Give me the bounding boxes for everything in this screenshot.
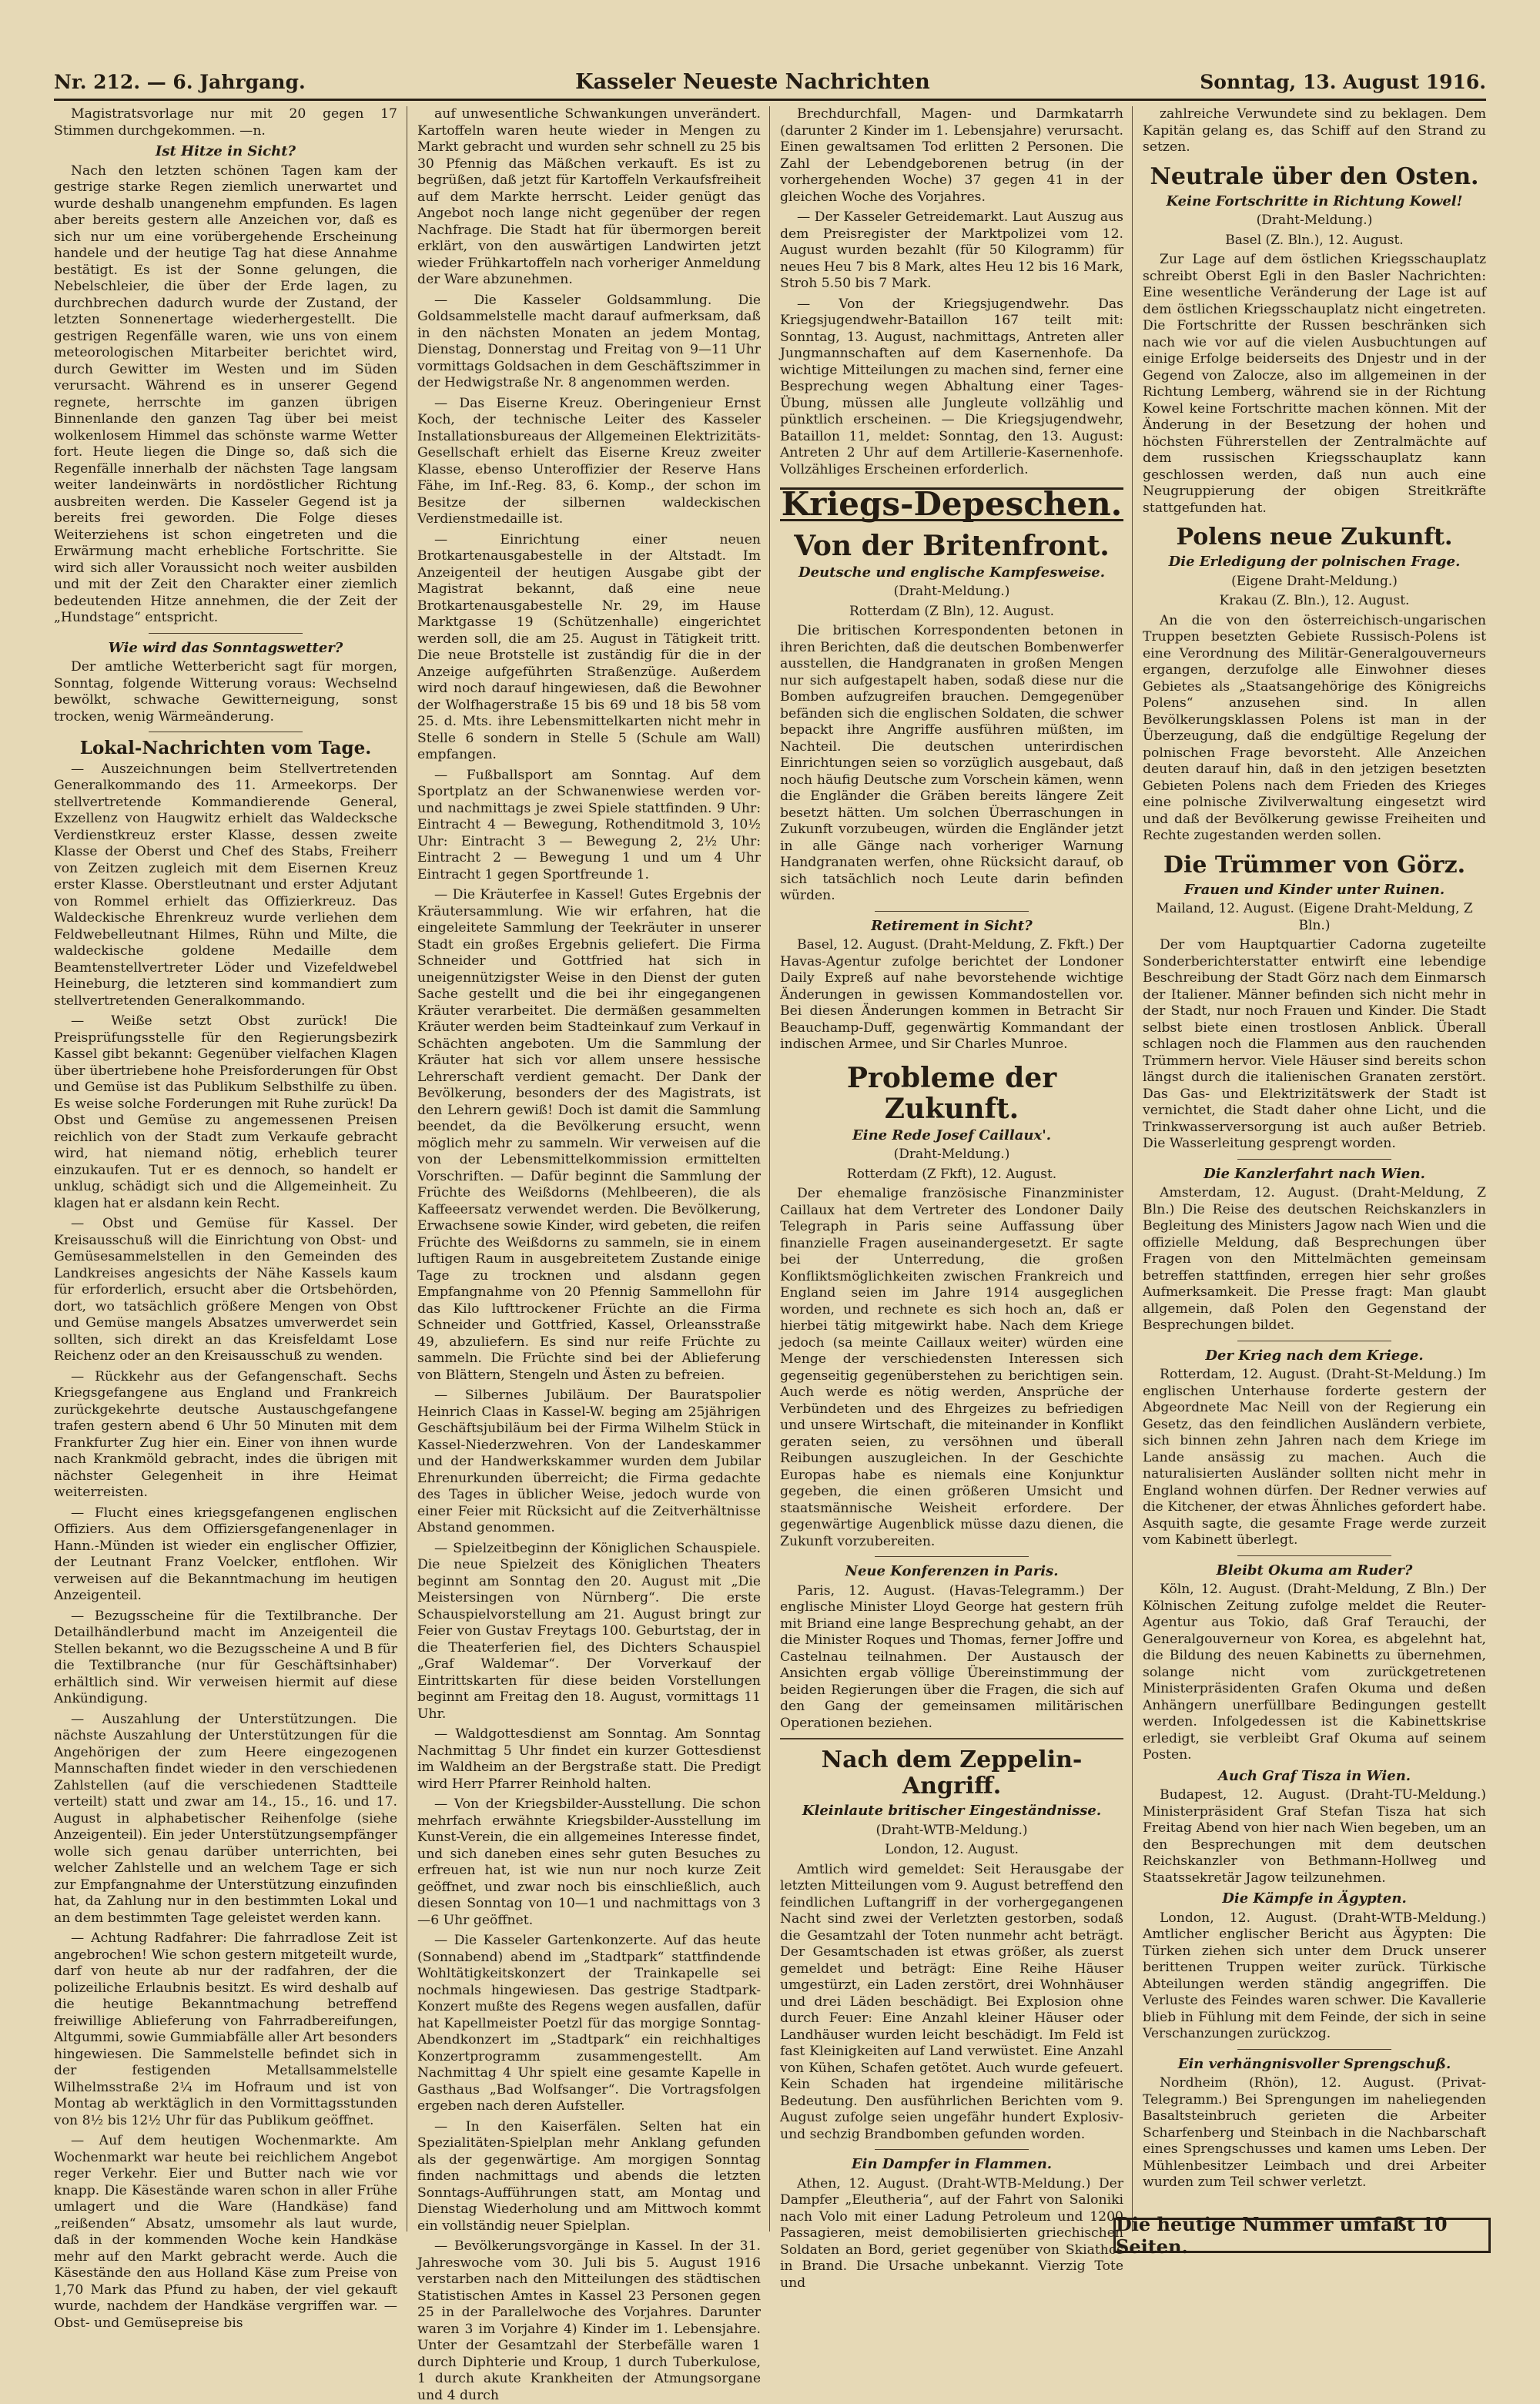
article-headline: Neutrale über den Osten.: [1150, 162, 1479, 190]
article-paragraph: Der ehemalige französische Finanzminister Caillaux hat dem Vertreter des Londoner Daily Telegraph in Paris seine Auffassung über finanzielle Fragen auseinandergesetzt. Er sagte bei der Unterredung, die großen Konfliktsmöglichkeiten zwischen Frankreich und England seien im Jahre 1914 ausgeglichen worden, und rechnete es sich hoch an, daß er hierbei tätig mitgewirkt habe. Nach dem Kriege jedoch (sa meinte Caillaux weiter) würden eine Menge der verschiedensten Interessen sich gegenseitig gegenüberstehen zu berichtigen sein. Auch werde es nötig werden, Ansprüche der Verbündeten und des Ehrgeizes zu befriedigen und unsere Wirtschaft, die miteinander in Konflikt geraten seien, zu versöhnen und überall Reibungen auszugleichen. In der Geschichte Europas habe es niemals eine Konjunktur gegeben, die einen größeren Umsicht und staatsmännische Weisheit erfordere. Der gegenwärtige Augenblick müsse dazu dienen, die Zukunft vorzubereiten.: [780, 1186, 1123, 1549]
article-paragraph: — Das Eiserne Kreuz. Oberingenieur Ernst Koch, der technische Leiter des Kasseler Installationsbureaus der Allgemeinen Elektrizitäts-Gesellschaft erhielt das Eiserne Kreuz zweiter Klasse, ebenso Unteroffizier der Reserve Hans Fähe, im Inf.-Reg. 83, 6. Komp., der schon im Besitze der silbernen waldeckischen Verdienstmedaille ist.: [417, 395, 761, 527]
article-paragraph: — Die Kräuterfee in Kassel! Gutes Ergebnis der Kräutersammlung. Wie wir erfahren, hat die eingeleitete Sammlung der Teekräuter in unserer Stadt ein großes Ergebnis geliefert. Die Firma Schneider und Gottfried hat sich in uneigennützigster Weise in den Dienst der guten Sache gestellt und die bei ihr eingegangenen Kräuter verarbeitet. Die dermäßen gesammelten Kräuter werden beim Stadteinkauf zum Verkauf in Schächten angeboten. Um die Sammlung der Kräuter hat sich vor allem unsere hessische Lehrerschaft verdient gemacht. Der Dank der Bevölkerung, besonders der des Magistrats, ist den Lehrern gewiß! Doch ist damit die Sammlung beendet, da die Bevölkerung ersucht, wenn möglich mehr zu sammeln. Wir verweisen auf die von der Lebensmittelkommission ermittelten Vorschriften. — Dafür beginnt die Sammlung der Früchte des Weißdorns (Mehlbeeren), die als Kaffeeersatz verwendet werden. Die Bevölkerung, Erwachsene sowie Kinder, wird gebeten, die reifen Früchte des Weißdorns zu sammeln, sie in einem luftigen Raum in ausgebreitetem Zustande einige Tage zu trocknen und alsdann gegen Empfangnahme von 20 Pfennig Sammellohn für das Kilo lufttrockener Früchte an die Firma Schneider und Gottfried, Kassel, Orleansstraße 49, abzuliefern. Es sind nur reife Früchte zu sammeln. Die Früchte sind bei der Ablieferung von Blättern, Stengeln und Ästen zu befreien.: [417, 887, 761, 1383]
column-2: [417, 106, 761, 2403]
article-subheading: Eine Rede Josef Caillaux'.: [852, 1127, 1051, 1143]
article-paragraph: Amsterdam, 12. August. (Draht-Meldung, Z Bln.) Die Reise des deutschen Reichskanzlers in Begleitung des Ministers Jagow nach Wien und die offizielle Meldung, daß Besprechungen über Fragen von den Mittelmächten gemeinsam betreffen stattfinden, erregen hier sehr großes Aufmerksamkeit. Die Presse fragt: Man glaubt allgemein, daß Polen den Gegenstand der Besprechungen bildet.: [1143, 1185, 1486, 1333]
article-paragraph: Paris, 12. August. (Havas-Telegramm.) Der englische Minister Lloyd George hat gestern früh mit Briand eine lange Besprechung gehabt, an der die Minister Roques und Thomas, ferner Joffre und Castelnau teilnahmen. Der Austausch der Ansichten ergab völlige Übereinstimmung der beiden Regierungen über die Fragen, die sich auf den Gang der gemeinsamen militärischen Operationen beziehen.: [780, 1582, 1123, 1731]
byline: (Draht-Meldung.): [893, 584, 1010, 599]
article-paragraph: Köln, 12. August. (Draht-Meldung, Z Bln.) Der Kölnischen Zeitung zufolge meldet die Reuter-Agentur aus Tokio, daß Graf Terauchi, der Generalgouverneur von Korea, es abgelehnt hat, die Bildung des neuen Kabinetts zu übernehmen, solange nicht vom zurückgetretenen Ministerpräsidenten Grafen Okuma und deßen Anhängern unerfüllbare Bedingungen gestellt werden. Infolgedessen ist die Kabinettskrise erledigt, sie verbleibt Graf Okuma auf seinem Posten.: [1143, 1582, 1486, 1763]
article-headline: Die Trümmer von Görz.: [1163, 851, 1466, 879]
byline: (Draht-WTB-Meldung.): [875, 1822, 1028, 1838]
article-paragraph: — Obst und Gemüse für Kassel. Der Kreisausschuß will die Einrichtung von Obst- und Gemüsesammelstellen in den Gemeinden des Landkreises angesichts der Nähe Kassels kaum für erforderlich, ersucht aber die Ortsbehörden, dort, wo tatsächlich größere Mengen von Obst und Gemüse mangels Absatzes umverwerdet sein sollten, sich direkt an das Kreisfeldamt Lose Reichenz oder an den Kreisausschuß zu wenden.: [54, 1216, 397, 1364]
divider: [1237, 2049, 1392, 2050]
article-headline: Nach dem Zeppelin-Angriff.: [821, 1746, 1083, 1800]
article-paragraph: — Bevölkerungsvorgänge in Kassel. In der 31. Jahreswoche vom 30. Juli bis 5. August 1916 verstarben nach den Mitteilungen des städtischen Statistischen Amtes in Kassel 23 Personen gegen 25 in der Parallelwoche des Vorjahres. Darunter waren 3 im Vorjahre 4) Kinder im 1. Lebensjahre. Unter der Gesamtzahl der Sterbefälle waren 1 durch Diphterie und Kroup, 1 durch Tuberkulose, 1 durch akute Krankheiten der Atmungsorgane und 4 durch: [417, 2238, 761, 2403]
article-subheading: Kleinlaute britischer Eingeständnisse.: [802, 1803, 1102, 1819]
article-heading: Ein Dampfer in Flammen.: [851, 2156, 1053, 2172]
byline: (Draht-Meldung.): [1256, 213, 1373, 228]
article-headline: Probleme der Zukunft.: [846, 1061, 1057, 1125]
article-paragraph: Nordheim (Rhön), 12. August. (Privat-Telegramm.) Bei Sprengungen im naheliegenden Basaltsteinbruch gerieten die Arbeiter Scharfenberg und Steinbach in die Nachbarschaft eines Sprengschusses und kamen ums Leben. Der Mühlenbesitzer Leimbach und drei Arbeiter wurden zum Teil schwer verletzt.: [1143, 2075, 1486, 2190]
article-paragraph: — Der Kasseler Getreidemarkt. Laut Auszug aus dem Preisregister der Marktpolizei vom 12. August wurden bezahlt (für 50 Kilogramm) für neues Heu 7 bis 8 Mark, altes Heu 12 bis 16 Mark, Stroh 5.50 bis 7 Mark.: [780, 209, 1123, 291]
dateline: London, 12. August.: [885, 1842, 1019, 1857]
dateline: Mailand, 12. August. (Eigene Draht-Meldung, Z Bln.): [1156, 901, 1473, 933]
divider: [875, 2149, 1029, 2150]
article-paragraph: — Auszeichnungen beim Stellvertretenden Generalkommando des 11. Armeekorps. Der stellvertretende Kommandierende General, Exzellenz von Haugwitz erhielt das Waldecksche Verdienstkreuz erster Klasse, dessen zweite Klasse der Oberst und Chef des Stabs, Freiherr von Zeitzen zugleich mit dem Eisernen Kreuz erster Klasse. Oberstleutnant und erster Adjutant von Rommel erhielt das Offizierkreuz. Das Waldeckische Ehrenkreuz wurde verliehen dem Feldwebelleutnant Hilmes, Rühn und Milte, die waldeckische goldene Medaille dem Beamtenstellvertreter Löder und Vizefeldwebel Heineburg, die letzteren sind kommandiert zum stellvertretenden Generalkommando.: [54, 761, 397, 1009]
issue-date: Sonntag, 13. August 1916.: [1200, 70, 1486, 93]
article-paragraph: Amtlich wird gemeldet: Seit Herausgabe der letzten Mitteilungen vom 9. August betreffend den feindlichen Luftangriff in der vorhergegangenen Nacht sind zwei der Verletzten gestorben, sodaß die Gesamtzahl der Toten nunmehr acht beträgt. Der Gesamtschaden ist etwas größer, als zuerst gemeldet und beträgt: Eine Reihe Häuser umgestürzt, ein Laden zerstört, drei Wohnhäuser und drei Läden beschädigt. Bei Explosion ohne durch Feuer: Eine Anzahl kleiner Häuser oder Landhäuser wurden leicht beschädigt. Im Feld ist fast Kleinigkeiten auf Land verwüstet. Eine Anzahl von Kühen, Schafen getötet. Auch wurde gefeuert. Kein Schaden hat irgendeine militärische Bedeutung. Den ausführlichen Berichten vom 9. August zufolge seien ungefähr hundert Explosiv- und sechzig Brandbomben gefunden worden.: [780, 1861, 1123, 2142]
column-1: [54, 106, 398, 2331]
article-headline: Von der Britenfront.: [794, 529, 1110, 562]
dateline: Krakau (Z. Bln.), 12. August.: [1219, 593, 1410, 608]
article-paragraph: Nach den letzten schönen Tagen kam der gestrige starke Regen ziemlich unerwartet und wurde deshalb unangenehm empfunden. Es lagen aber bereits gestern alle Anzeichen vor, daß es sich nur um eine vorübergehende Erscheinung handele und der heutige Tag hat diese Annahme bestätigt. Es ist der Sonne gelungen, die Nebelschleier, die über der Erde lagen, zu durchbrechen dadurch wurde der Zustand, der letzten Sonnenertage wiederhergestellt. Die gestrigen Regenfälle waren, wie uns von einem meteorologischen Mitarbeiter berichtet wird, durch Gewitter im Westen und im Süden verursacht. Während es in unserer Gegend regnete, herrschte im ganzen übrigen Binnenlande den ganzen Tag über bei meist wolkenlosem Himmel das schönste warme Wetter fort. Heute liegen die Dinge so, daß sich die Regenfälle innerhalb der nächsten Tage langsam weiter landeinwärts in nordöstlicher Richtung ausbreiten werden. Die Kasseler Gegend ist ja bereits frei geworden. Die Folge dieses Weiterziehens ist schon eingetreten und die Erwärmung macht erhebliche Fortschritte. Sie wird sich aller Voraussicht noch weiter ausbilden und mit der Zeit den Charakter einer ziemlich bedeutenden Hitze annehmen, die der Zeit der „Hundstage“ entspricht.: [54, 162, 397, 625]
article-heading: Neue Konferenzen in Paris.: [845, 1563, 1059, 1579]
article-paragraph: Athen, 12. August. (Draht-WTB-Meldung.) Der Dampfer „Eleutheria“, auf der Fahrt von Saloniki nach Volo mit einer Ladung Petroleum und 1200 Passagieren, meist demobilisierten griechischen Soldaten an Bord, geriet gegenüber von Skiathos in Brand. Die Ursache unbekannt. Vierzig Tote und: [780, 2175, 1123, 2291]
article-heading: Auch Graf Tisza in Wien.: [1217, 1767, 1411, 1784]
article-heading: Ist Hitze in Sicht?: [155, 143, 296, 159]
article-heading: Retirement in Sicht?: [871, 917, 1033, 934]
article-heading: Bleibt Okuma am Ruder?: [1216, 1562, 1413, 1579]
article-paragraph: — Auf dem heutigen Wochenmarkte. Am Wochenmarkt war heute bei reichlichem Angebot reger Verkehr. Eier und Butter nach wie vor knapp. Die Käsestände waren schon in aller Frühe umlagert und die Ware (Handkäse) fand „reißenden“ Absatz, umsomehr als laut wurde, daß in der kommenden Woche kein Handkäse mehr auf den Markt gebracht werde. Auch die Käsestände den aus Holland Käse zum Preise von 1,70 Mark das Pfund zu haben, der viel gekauft wurde, nachdem der Handkäse vergriffen war. — Obst- und Gemüsepreise bis: [54, 2133, 397, 2331]
article-paragraph: Zur Lage auf dem östlichen Kriegsschauplatz schreibt Oberst Egli in den Basler Nachrichten: Eine wesentliche Veränderung der Lage ist auf dem östlichen Kriegsschauplatz nicht eingetreten. Die Fortschritte der Russen beschränken sich nach wie vor auf die vielen Ausbuchtungen auf einige Erfolge beiderseits des Dnjestr und in der Gegend von Zalocze, also im allgemeinen in der Richtung Lemberg, während sie in der Richtung Kowel keine Fortschritte machen können. Mit der Änderung in der Besetzung der hohen und höchsten Führerstellen der Zentralmächte auf dem russischen Kriegsschauplatz kann geschlossen werden, daß nun auch eine Neugruppierung der obigen Streitkräfte stattgefunden hat.: [1143, 252, 1486, 516]
article-paragraph: — Fußballsport am Sonntag. Auf dem Sportplatz an der Schwanenwiese werden vor- und nachmittags je zwei Spiele stattfinden. 9 Uhr: Eintracht 4 — Bewegung, Rothenditmold 3, 10½ Uhr: Eintracht 3 — Bewegung 2, 2½ Uhr: Eintracht 2 — Bewegung 1 und um 4 Uhr Eintracht 1 gegen Sportfreunde 1.: [417, 767, 761, 882]
article-paragraph: — Bezugsscheine für die Textilbranche. Der Detailhändlerbund macht im Anzeigenteil die Stellen bekannt, wo die Bezugsscheine A und B für die Textilbranche (nur für Geschäftsinhaber) erhältlich sind. Wir verweisen hiermit auf diese Ankündigung.: [54, 1608, 397, 1706]
article-paragraph: — Spielzeitbeginn der Königlichen Schauspiele. Die neue Spielzeit des Königlichen Theaters beginnt am Sonntag den 20. August mit „Die Meistersingen von Nürnberg“. Die erste Schauspielvorstellung am 21. August bringt zur Feier von Gustav Freytags 100. Geburtstag, der in die Theaterferien fiel, des Dichters Schauspiel „Graf Waldemar“. Der Vorverkauf der Eintrittskarten für diese beiden Vorstellungen beginnt am Freitag den 18. August, vormittags 11 Uhr.: [417, 1540, 761, 1722]
article-paragraph: — Waldgottesdienst am Sonntag. Am Sonntag Nachmittag 5 Uhr findet ein kurzer Gottesdienst im Waldheim an der Bergstraße statt. Die Predigt wird Herr Pfarrer Reinhold halten.: [417, 1726, 761, 1792]
divider: [875, 911, 1029, 912]
article-paragraph: An die von den österreichisch-ungarischen Truppen besetzten Gebiete Russisch-Polens ist eine Verordnung des Militär-Generalgouverneurs ergangen, derzufolge alle Einwohner dieses Gebietes als „Staatsangehörige des Königreichs Polens“ anzusehen sind. In allen Bevölkerungsklassen Polens ist man in der Überzeugung, daß die endgültige Regelung der polnischen Frage bevorsteht. Alle Anzeichen deuten darauf hin, daß in den jetzigen besetzten Gebieten Polens nach dem Frieden des Krieges eine polnische Zivilverwaltung eingesetzt wird und daß der Bevölkerung gewisse Freiheiten und Rechte zugestanden werden sollen.: [1143, 612, 1486, 843]
newspaper-title: Kasseler Neueste Nachrichten: [575, 69, 930, 94]
dateline: Rotterdam (Z Bln), 12. August.: [849, 603, 1055, 619]
article-paragraph: Der amtliche Wetterbericht sagt für morgen, Sonntag, folgende Witterung voraus: Wechselnd bewölkt, schwache Gewitterneigung, sonst trocken, wenig Wärmeänderung.: [54, 659, 397, 725]
article-paragraph: — Weiße setzt Obst zurück! Die Preisprüfungsstelle für den Regierungsbezirk Kassel gibt bekannt: Gegenüber vielfachen Klagen über übertriebene hohe Preisforderungen für Obst und Gemüse ist das Publikum Selbsthilfe zu üben. Es weise solche Forderungen mit Ruhe zurück! Da Obst und Gemüse zu angemessenen Preisen reichlich von der Stadt zum Verkaufe gebracht wird, hat niemand nötig, erheblich teurer einzukaufen. Tut er es dennoch, so handelt er unklug, schädigt sich und die Allgemeinheit. Zu klagen hat er alsdann kein Recht.: [54, 1013, 397, 1211]
article-paragraph: Budapest, 12. August. (Draht-TU-Meldung.) Ministerpräsident Graf Stefan Tisza hat sich Freitag Abend von hier nach Wien begeben, um an den Besprechungen mit dem deutschen Reichskanzler von Bethmann-Hollweg und Staatssekretär Jagow teilzunehmen.: [1143, 1787, 1486, 1886]
byline: (Eigene Draht-Meldung.): [1231, 573, 1398, 589]
article-paragraph: — Rückkehr aus der Gefangenschaft. Sechs Kriegsgefangene aus England und Frankreich zurückgekehrte deutsche Austauschgefangene trafen gestern abend 6 Uhr 50 Minuten mit dem Frankfurter Zug hier ein. Einer von ihnen wurde nach Krankmöld gebracht, indes die übrigen mit nächster Gelegenheit in ihre Heimat weiterreisten.: [54, 1368, 397, 1500]
article-paragraph: — Auszahlung der Unterstützungen. Die nächste Auszahlung der Unterstützungen für die Angehörigen der zum Heere eingezogenen Mannschaften findet wieder in den verschiedenen Zahlstellen (auf die verschiedenen Stadtteile verteilt) statt und zwar am 14., 15., 16. und 17. August in alphabetischer Reihenfolge (siehe Anzeigenteil). Ein jeder Unterstützungsempfänger wolle sich genau darüber unterrichten, bei welcher Zahlstelle und an welchem Tage er sich zur Empfangnahme der Unterstützung einzufinden hat, da Zahlung nur in den bestimmten Lokal und an dem bestimmten Tage geleistet werden kann.: [54, 1711, 397, 1926]
article-paragraph: auf unwesentliche Schwankungen unverändert. Kartoffeln waren heute wieder in Mengen zu Markt gebracht und wurden sehr schnell zu 25 bis 30 Pfennig das Mäßchen verkauft. Es ist zu begrüßen, daß jetzt für Kartoffeln Verkaufsfreiheit auf dem Markte herrscht. Leider genügt das Angebot noch lange nicht gegenüber der regen Nachfrage. Die Stadt hat für übermorgen bereit erklärt, von den auswärtigen Landwirten jetzt wieder Frühkartoffeln nach vorheriger Anmeldung der Ware abzunehmen.: [417, 106, 761, 287]
divider: [875, 1556, 1029, 1557]
divider: [1237, 1555, 1392, 1556]
article-paragraph: — In den Kaiserfälen. Selten hat ein Spezialitäten-Spielplan mehr Anklang gefunden als der gegenwärtige. Am morgigen Sonntag finden nachmittags und abends die letzten Sonntags-Aufführungen statt, am Montag und Dienstag Wiederholung und am Mittwoch kommt ein vollständig neuer Spielplan.: [417, 2118, 761, 2234]
article-subheading: Die Erledigung der polnischen Frage.: [1168, 554, 1461, 570]
article-subheading: Keine Fortschritte in Richtung Kowel!: [1166, 193, 1463, 209]
article-heading: Wie wird das Sonntagswetter?: [108, 639, 343, 656]
article-paragraph: — Silbernes Jubiläum. Der Bauratspolier Heinrich Claas in Kassel-W. beging am 25jährigen Geschäftsjubiläum bei der Firma Wilhelm Stück in Kassel-Niederzwehren. Von der Landeskammer und der Handwerkskammer wurden dem Jubilar Ehrenurkunden überreicht; die Firma gedachte des Tages in üblicher Weise, jedoch wurde von einer Feier mit Rücksicht auf die Zeitverhältnisse Abstand genommen.: [417, 1388, 761, 1535]
byline: (Draht-Meldung.): [893, 1147, 1010, 1162]
article-heading: Ein verhängnisvoller Sprengschuß.: [1177, 2055, 1451, 2072]
article-paragraph: Basel, 12. August. (Draht-Meldung, Z. Fkft.) Der Havas-Agentur zufolge berichtet der Londoner Daily Expreß auf nahe bevorstehende wichtige Änderungen in gewissen Kommandostellen vor. Bei diesen Änderungen kommen in Betracht Sir Beauchamp-Duff, gegenwärtig Kommandant der indischen Armee, und Sir Charles Munroe.: [780, 937, 1123, 1052]
article-paragraph: — Die Kasseler Goldsammlung. Die Goldsammelstelle macht darauf aufmerksam, daß in den nächsten Monaten an jedem Montag, Dienstag, Donnerstag und Freitag von 9—11 Uhr vormittags Goldsachen in dem Geschäftszimmer in der Hedwigstraße Nr. 8 angenommen werden.: [417, 292, 761, 390]
article-subheading: Frauen und Kinder unter Ruinen.: [1183, 881, 1445, 898]
page-count-notice: Die heutige Nummer umfaßt 10 Seiten.: [1113, 2218, 1491, 2253]
divider: [149, 633, 303, 634]
dateline: Basel (Z. Bln.), 12. August.: [1225, 232, 1404, 248]
article-paragraph: — Flucht eines kriegsgefangenen englischen Offiziers. Aus dem Offiziersgefangenenlager in Hann.-Münden ist wieder ein englischer Offizier, der Leutnant Franz Voelcker, entflohen. Wir verweisen auf die Bekanntmachung im heutigen Anzeigenteil.: [54, 1505, 397, 1603]
article-paragraph: — Einrichtung einer neuen Brotkartenausgabestelle in der Altstadt. Im Anzeigenteil der heutigen Ausgabe gibt der Magistrat bekannt, daß eine neue Brotkartenausgabestelle Nr. 29, im Hause Marktgasse 19 (Schützenhalle) eingerichtet werden soll, die am 25. August in Tätigkeit tritt. Die neue Brotstelle ist zuständig für die in der Anzeige aufgeführten Straßenzüge. Außerdem wird noch darauf hingewiesen, daß die Bewohner der Wolfhagerstraße 15 bis 69 und 18 bis 58 vom 25. d. Mts. ihre Lebensmittelkarten nicht mehr in Stelle 6 sondern in Stelle 5 (Schule am Wall) empfangen.: [417, 531, 761, 762]
article-paragraph: Der vom Hauptquartier Cadorna zugeteilte Sonderberichterstatter entwirft eine lebendige Beschreibung der Stadt Görz nach dem Einmarsch der Italiener. Männer befinden sich nicht mehr in der Stadt, nur noch Frauen und Kinder. Die Stadt selbst biete einen trostlosen Anblick. Überall schlagen noch die Flammen aus den rauchenden Trümmern hervor. Viele Häuser sind bereits schon längst durch die italienischen Granaten zerstört. Das Gas- und Elektrizitätswerk der Stadt ist vernichtet, die Stadt daher ohne Licht, und die Trinkwasserversorgung ist auch außer Betrieb. Die Wasserleitung gesprengt worden.: [1143, 937, 1486, 1151]
article-paragraph: Die britischen Korrespondenten betonen in ihren Berichten, daß die deutschen Bombenwerfer ausstellen, die Handgranaten in großen Mengen nur sich aufgestapelt haben, sodaß diese nur die Bomben aufzugreifen brauchen. Demgegenüber befänden sich die englischen Soldaten, die schwer bepackt ihre Angriffe ausführen müßten, im Nachteil. Die deutschen unterirdischen Einrichtungen seien so vorzüglich ausgebaut, daß noch häufig Deutsche zum Vorschein kämen, wenn die Engländer die Gräben bereits längere Zeit besetzt hätten. Um solchen Überraschungen in Zukunft vorzubeugen, würden die Engländer jetzt in alle Gänge nach vorheriger Warnung Handgranaten werfen, ohne Rücksicht darauf, ob sich tatsächlich noch Leute darin befinden würden.: [780, 623, 1123, 903]
column-3: [780, 106, 1123, 2291]
divider: [780, 1738, 1123, 1739]
article-headline: Polens neue Zukunft.: [1176, 524, 1453, 551]
article-subheading: Deutsche und englische Kampfesweise.: [798, 564, 1105, 581]
article-paragraph: Brechdurchfall, Magen- und Darmkatarrh (darunter 2 Kinder im 1. Lebensjahre) verursacht. Einen gewaltsamen Tod erlitten 2 Personen. Die Zahl der Lebendgeborenen betrug (in der vorhergehenden Woche) 37 gegen 41 in der gleichen Woche des Vorjahres.: [780, 106, 1123, 205]
article-paragraph: — Achtung Radfahrer: Die fahrradlose Zeit ist angebrochen! Wie schon gestern mitgeteilt wurde, darf von heute ab nur der radfahren, der die polizeiliche Erlaubnis besitzt. Es wird deshalb auf die heutige Bekanntmachung betreffend freiwillige Ablieferung von Fahrradbereifungen, Altgummi, sowie Gummiabfälle aller Art besonders hingewiesen. Die Sammelstelle befindet sich in der festigenden Metallsammelstelle Wilhelmsstraße 2¼ im Hofraum und ist von Montag ab werktäglich in den Vormittagsstunden von 8½ bis 12½ Uhr für das Publikum geöffnet.: [54, 1930, 398, 2128]
dateline: Rotterdam (Z Fkft), 12. August.: [846, 1166, 1057, 1182]
article-paragraph: London, 12. August. (Draht-WTB-Meldung.) Amtlicher englischer Bericht aus Ägypten: Die Türken ziehen sich unter dem Druck unserer berittenen Truppen weiter zurück. Türkische Abteilungen werden ständig angegriffen. Die Verluste des Feindes waren schwer. Die Kavallerie blieb in Fühlung mit dem Feinde, der sich in seine Verschanzungen zurückzog.: [1143, 1910, 1486, 2041]
article-heading: Der Krieg nach dem Kriege.: [1205, 1347, 1424, 1364]
page-header: [54, 65, 1486, 101]
section-banner: Kriegs-Depeschen.: [781, 485, 1123, 523]
article-paragraph: — Von der Kriegsjugendwehr. Das Kriegsjugendwehr-Bataillon 167 teilt mit: Sonntag, 13. August, nachmittags, Antreten aller Jungmannschaften auf dem Kasernenhofe. Da wichtige Mitteilungen zu machen sind, ferner eine Besprechung wegen Abhaltung einer Tages-Übung, müssen alle Jungleute vollzählig und pünktlich erscheinen. — Die Kriegsjugendwehr, Bataillon 11, meldet: Sonntag, den 13. August: Antreten 2 Uhr auf dem Artillerie-Kasernenhofe. Vollzähliges Erscheinen erforderlich.: [780, 296, 1123, 477]
divider: [1237, 1159, 1392, 1160]
article-paragraph: — Die Kasseler Gartenkonzerte. Auf das heute (Sonnabend) abend im „Stadtpark“ stattfindende Wohltätigkeitskonzert der Trainkapelle sei nochmals hingewiesen. Das gestrige Stadtpark-Konzert mußte des Regens wegen ausfallen, dafür hat Kapellmeister Poetzl für das morgige Sonntag-Abendkonzert im „Stadtpark“ ein reichhaltiges Konzertprogramm zusammengestellt. Am Nachmittag 4 Uhr spielt eine gesamte Kapelle in Gasthaus „Bad Wolfsanger“. Die Vortragsfolgen ergeben nach deren Aufsteller.: [417, 1933, 761, 2114]
article-paragraph: zahlreiche Verwundete sind zu beklagen. Dem Kapitän gelang es, das Schiff auf den Strand zu setzen.: [1143, 106, 1486, 155]
issue-number: Nr. 212. — 6. Jahrgang.: [54, 70, 306, 93]
column-4: [1143, 106, 1486, 2205]
article-paragraph: Rotterdam, 12. August. (Draht-St-Meldung.) Im englischen Unterhause forderte gestern der Abgeordnete Mac Neill von der Regierung ein Gesetz, das den feindlichen Ausländern verbiete, sich binnen zehn Jahren nach dem Kriege im Lande ansässig zu machen. Auch die naturalisierten Ausländer sollten nicht mehr in England wohnen dürfen. Der Redner verwies auf die Kitchener, der etwas Ähnliches gefordert habe. Asquith sagte, die gesamte Frage werde zurzeit vom Kabinett überlegt.: [1143, 1367, 1486, 1548]
article-heading: Die Kämpfe in Ägypten.: [1222, 1890, 1407, 1907]
article-paragraph: Magistratsvorlage nur mit 20 gegen 17 Stimmen durchgekommen. —n.: [54, 106, 397, 139]
section-heading: Lokal-Nachrichten vom Tage.: [79, 738, 372, 758]
article-heading: Die Kanzlerfahrt nach Wien.: [1204, 1165, 1425, 1182]
article-paragraph: — Von der Kriegsbilder-Ausstellung. Die schon mehrfach erwähnte Kriegsbilder-Ausstellung im Kunst-Verein, die ein allgemeines Interesse findet, und sich daneben eines sehr guten Besuches zu erfreuen hat, ist wie nun nur noch kurze Zeit geöffnet, und zwar noch bis einschließlich, auch diesen Sonntag von 10—1 und nachmittags von 3—6 Uhr geöffnet.: [417, 1796, 761, 1928]
